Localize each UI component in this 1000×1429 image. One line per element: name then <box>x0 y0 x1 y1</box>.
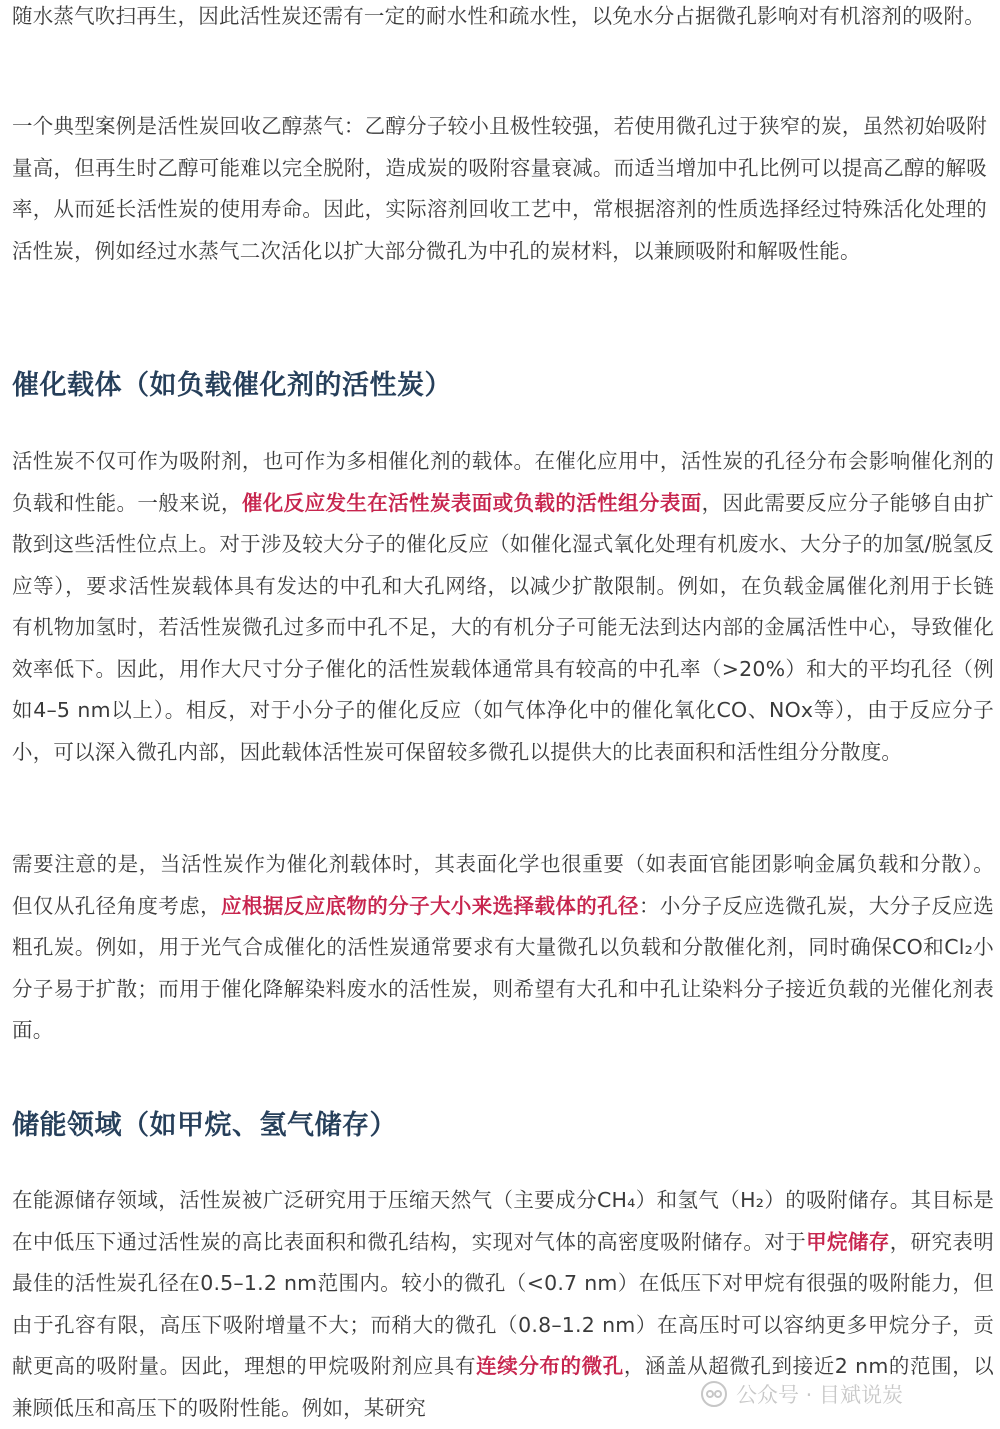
highlighted-text: 连续分布的微孔 <box>476 1354 624 1378</box>
text-segment: 活性炭不仅可作为吸附剂，也可作为多相催化剂的载体。在催化应用中，活性炭的孔径分布会影响催化剂的负载和性能。一般来说， <box>12 449 994 515</box>
section-heading-energy-storage: 储能领域（如甲烷、氢气储存） <box>12 1110 397 1141</box>
text-segment: ：小分子反应选微孔炭，大分子反应选粗孔炭。例如，用于光气合成催化的活性炭通常要求有大量微孔以负载和分散催化剂，同时确保CO和Cl₂小分子易于扩散；而用于催化降解染料废水的活性炭，则希望有大孔和中孔让染料分子接近负载的光催化剂表面。 <box>12 893 994 1042</box>
text-segment: 在能源储存领域，活性炭被广泛研究用于压缩天然气（主要成分CH₄）和氢气（H₂）的吸附储存。其目标是在中低压下通过活性炭的高比表面积和微孔结构，实现对气体的高密度吸附储存。对于 <box>12 1188 994 1254</box>
highlighted-text: 甲烷储存 <box>806 1229 890 1254</box>
paragraph-solvent-recovery-end: 随水蒸气吹扫再生，因此活性炭还需有一定的耐水性和疏水性，以免水分占据微孔影响对有机溶剂的吸附。 <box>12 4 985 28</box>
watermark-text: 公众号 · 目斌说炭 <box>736 1383 904 1407</box>
paragraph-catalyst-support <box>12 441 994 773</box>
section-heading-catalyst-support: 催化载体（如负载催化剂的活性炭） <box>12 370 452 401</box>
text-segment: 需要注意的是，当活性炭作为催化剂载体时，其表面化学也很重要（如表面官能团影响金属负载和分散）。但仅从孔径角度考虑， <box>12 852 994 918</box>
wechat-official-account-icon <box>700 1380 728 1408</box>
paragraph-surface-chemistry-note <box>12 844 994 1052</box>
text-segment: ，涵盖从超微孔到接近2 nm的范围，以兼顾低压和高压下的吸附性能。例如，某研究 <box>12 1354 994 1420</box>
highlighted-text: 应根据反应底物的分子大小来选择载体的孔径 <box>220 893 639 918</box>
highlighted-text: 催化反应发生在活性炭表面或负载的活性组分表面 <box>241 490 702 515</box>
paragraph-ethanol-example: 一个典型案例是活性炭回收乙醇蒸气：乙醇分子较小且极性较强，若使用微孔过于狭窄的炭，虽然初始吸附量高，但再生时乙醇可能难以完全脱附，造成炭的吸附容量衰减。而适当增加中孔比例可以提高乙醇的解吸率，从而延长活性炭的使用寿命。因此，实际溶剂回收工艺中，常根据溶剂的性质选择经过特殊活化处理的活性炭，例如经过水蒸气二次活化以扩大部分微孔为中孔的炭材料，以兼顾吸附和解吸性能。 <box>12 114 987 263</box>
wechat-watermark <box>700 1374 903 1414</box>
text-segment: ，因此需要反应分子能够自由扩散到这些活性位点上。对于涉及较大分子的催化反应（如催化湿式氧化处理有机废水、大分子的加氢/脱氢反应等），要求活性炭载体具有发达的中孔和大孔网络，以减少扩散限制。例如，在负载金属催化剂用于长链有机物加氢时，若活性炭微孔过多而中孔不足，大的有机分子可能无法到达内部的金属活性中心，导致催化效率低下。因此，用作大尺寸分子催化的活性炭载体通常具有较高的中孔率（>20%）和大的平均孔径（例如4–5 nm以上）。相反，对于小分子的催化反应（如气体净化中的催化氧化CO、NOx等），由于反应分子小，可以深入微孔内部，因此载体活性炭可保留较多微孔以提供大的比表面积和活性组分分散度。 <box>12 490 994 764</box>
text-segment: ，研究表明最佳的活性炭孔径在0.5–1.2 nm范围内。较小的微孔（<0.7 nm）在低压下对甲烷有很强的吸附能力，但由于孔容有限，高压下吸附增量不大；而稍大的微孔（0.8–1.2 nm）在高压时可以容纳更多甲烷分子，贡献更高的吸附量。因此，理想的甲烷吸附剂应具有 <box>12 1229 994 1378</box>
